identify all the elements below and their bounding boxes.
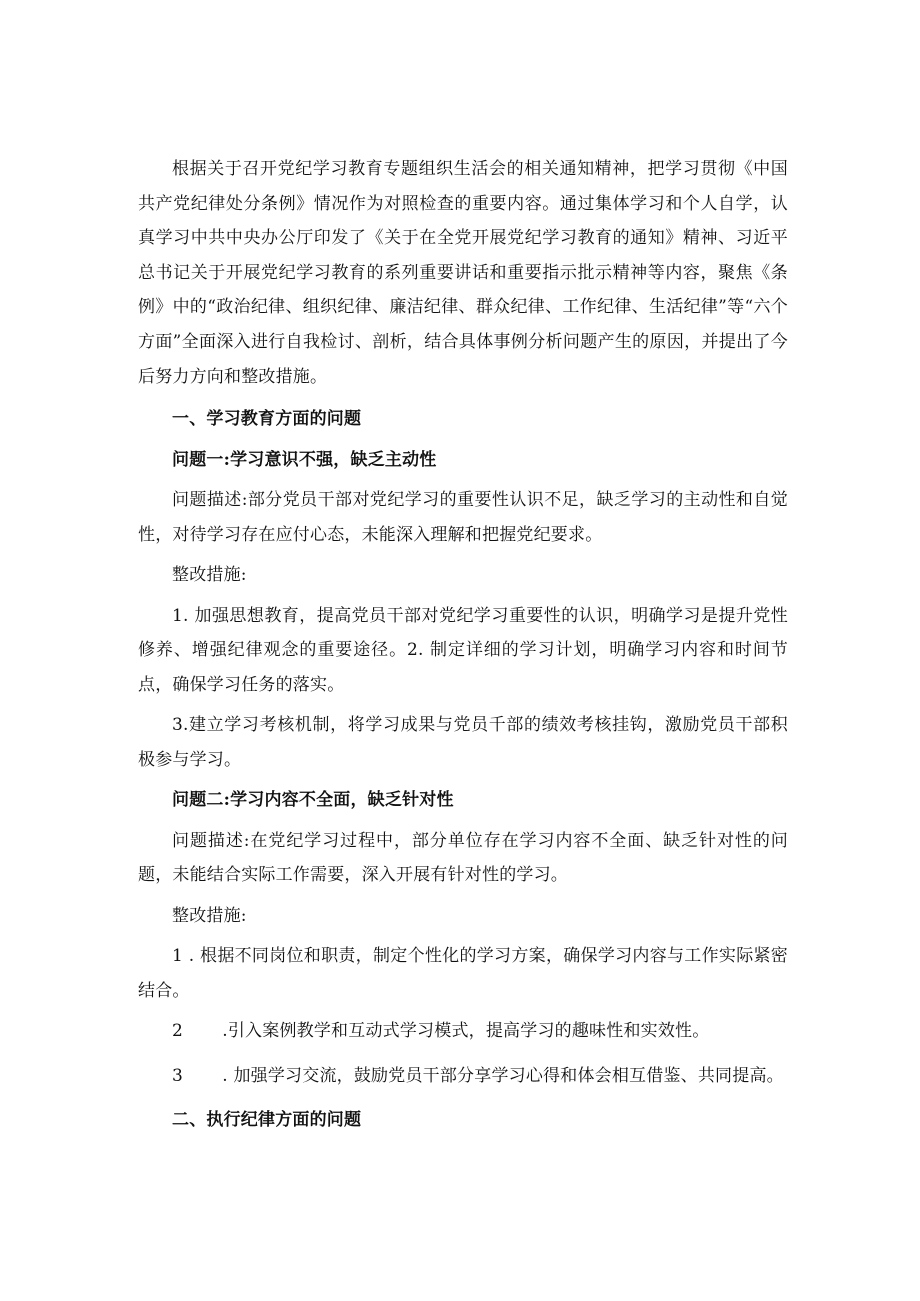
section-1-heading: 一、学习教育方面的问题 (172, 409, 362, 430)
intro-paragraph: 根据关于召开党纪学习教育专题组织生活会的相关通知精神，把学习贯彻《中国共产党纪律处分条例》情况作为对照检查的重要内容。通过集体学习和个人自学，认真学习中共中央办公厅印发了《关于在全党开展党纪学习教育的通知》精神、习近平总书记关于开展党纪学习教育的系列重要讲话和重要指示批示精神等内容，聚焦《条例》中的“政治纪律、组织纪律、廉洁纪律、群众纪律、工作纪律、生活纪律”等“六个方面”全面深入进行自我检讨、剖析，结合具体事例分析问题产生的原因，并提出了今后努力方向和整改措施。 (138, 159, 788, 387)
problem-2-measure-2: 2 .引入案例教学和互动式学习模式，提高学习的趣味性和实效性。 (172, 1021, 710, 1042)
problem-1-measures-label: 整改措施: (172, 565, 247, 586)
problem-2-measures-label: 整改措施: (172, 905, 247, 926)
problem-2-description: 问题描述:在党纪学习过程中，部分单位存在学习内容不全面、缺乏针对性的问题，未能结合实际工作需要，深入开展有针对性的学习。 (138, 830, 788, 886)
document-page (138, 152, 788, 1144)
section-2-heading: 二、执行纪律方面的问题 (172, 1110, 362, 1131)
problem-1-measure-3: 3.建立学习考核机制，将学习成果与党员千部的绩效考核挂钩，激励党员干部积极参与学习。 (138, 715, 788, 770)
problem-2-measure-1: 1 . 根据不同岗位和职责，制定个性化的学习方案，确保学习内容与工作实际紧密结合。 (138, 946, 788, 1001)
problem-1-title: 问题一:学习意识不强，缺乏主动性 (172, 449, 437, 470)
problem-1-measure-1-2: 1. 加强思想教育，提高党员干部对党纪学习重要性的认识，明确学习是提升党性修养、增强纪律观念的重要途径。2. 制定详细的学习计划，明确学习内容和时间节点，确保学习任务的落实。 (138, 605, 788, 695)
problem-1-description: 问题描述:部分党员干部对党纪学习的重要性认识不足，缺乏学习的主动性和自觉性，对待学习存在应付心态，未能深入理解和把握党纪要求。 (138, 490, 788, 545)
problem-2-title: 问题二:学习内容不全面，缺乏针对性 (172, 790, 454, 811)
problem-2-measure-3: 3 . 加强学习交流，鼓励党员干部分享学习心得和体会相互借鉴、共同提高。 (172, 1065, 784, 1086)
